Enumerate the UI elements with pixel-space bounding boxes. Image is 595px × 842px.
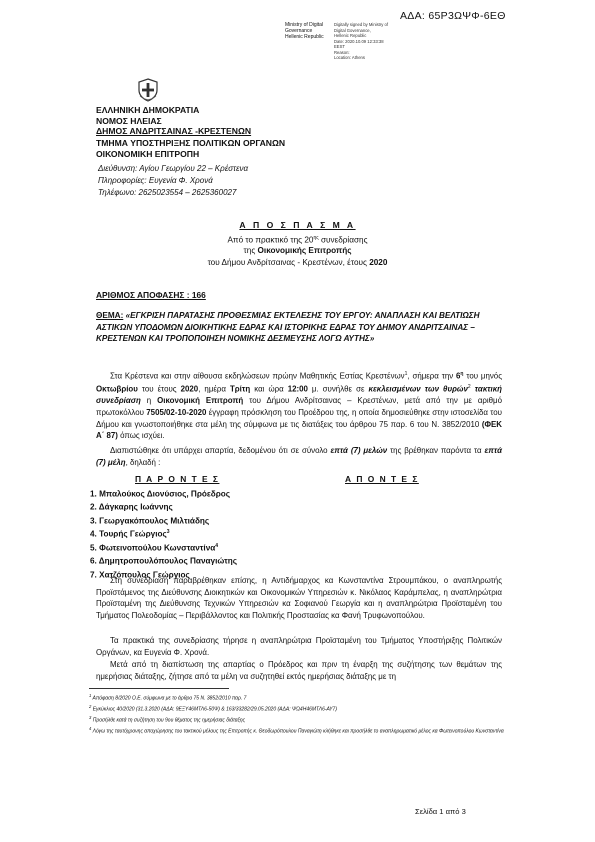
page-number: Σελίδα 1 από 3 <box>415 807 466 816</box>
list-item: 7. Χατζόπουλος Γεώργιος <box>90 570 190 580</box>
title-text: Α Π Ο Σ Π Α Σ Μ Α <box>239 220 356 230</box>
present-header: Π Α Ρ Ο Ν Τ Ε Σ <box>135 474 220 484</box>
list-item: 2. Δάγκαρης Ιωάννης <box>90 503 173 513</box>
header-phone: Τηλέφωνο: 2625023554 – 2625360027 <box>98 188 237 197</box>
paragraph-meeting: Στα Κρέστενα και στην αίθουσα εκδηλώσεων πρώην Μαθητικής Εστίας Κρεστένων$^1$, σήμερα την $6^\eta$ του μηνός Οκτωβρίου του έτους 2020, ημέρα Τρίτη και ώρα 12:00 μ. συνήλθε σε κεκλεισμένων των θυρών$^2$ τακτική συνεδρίαση η Οικονομική Επιτροπή του Δήμου Ανδρίτσαινας – Κρεστένων, μετά από την με αριθμό πρωτοκόλλου 7505/02-10-2020 έγγραφη πρόσκληση του Προέδρου της, η οποία δημοσιεύθηκε στην ιστοσελίδα του Δήμου και γνωστοποιήθηκε στα μέλη της σύμφωνα με τις διατάξεις του άρθρου 75 παρ. 6 του Ν. 3852/2010 (ΦΕΚ Α΄ 87) όπως ισχύει. <box>96 371 502 441</box>
footnote-divider <box>89 688 229 689</box>
hellenic-emblem-icon <box>136 78 160 102</box>
paragraph-attendees: Στη συνεδρίαση παραβρέθηκαν επίσης, η Αντιδήμαρχος κα Κωνσταντίνα Στρουμπάκου, ο αναπληρωτής Προϊστάμενος της Διεύθυνσης Διοικητικών και Οικονομικών Υπηρεσιών κ. Νικόλαος Καράμπελας, η αναπληρώτρια Προϊσταμένη της Διεύθυνσης Τεχνικών Υπηρεσιών κα Σοφιανού Γεωργία και η αναπληρώτρια Προϊσταμένη του Τμήματος Πολεοδομίας – Περιβάλλοντος και Πολιτικής Προστασίας κα Φανή Τρυφωνοπούλου. <box>96 576 502 620</box>
stamp-detail: Hellenic Republic <box>334 33 367 38</box>
digital-signature-stamp <box>285 22 324 40</box>
stamp-line: Governance <box>285 28 313 34</box>
list-item: 4. Τουρής Γεώργιος$^3$ <box>90 529 170 540</box>
header-committee: ΟΙΚΟΝΟΜΙΚΗ ΕΠΙΤΡΟΠΗ <box>96 148 200 159</box>
stamp-line: Ministry of Digital <box>285 22 324 28</box>
list-item: 1. Μπαλούκος Διονύσιος, Πρόεδρος <box>90 489 231 499</box>
header-municipality: ΔΗΜΟΣ ΑΝΔΡΙΤΣΑΙΝΑΣ -ΚΡΕΣΤΕΝΩΝ <box>96 126 252 136</box>
stamp-detail: Date: 2020.10.09 12:33:38 <box>334 38 384 44</box>
subject-text: «ΕΓΚΡΙΣΗ ΠΑΡΑΤΑΣΗΣ ΠΡΟΘΕΣΜΙΑΣ ΕΚΤΕΛΕΣΗΣ ΤΟΥ ΕΡΓΟΥ: ΑΝΑΠΛΑΣΗ ΚΑΙ ΒΕΛΤΙΩΣΗ ΑΣΤΙΚΩΝ ΥΠΟΔΟΜΩΝ ΔΙΟΙΚΗΤΙΚΗΣ ΕΔΡΑΣ ΚΑΙ ΙΣΤΟΡΙΚΗΣ ΕΔΡΑΣ ΤΟΥ ΔΗΜΟΥ ΑΝΔΡΙΤΣΑΙΝΑΣ – ΚΡΕΣΤΕΝΩΝ ΚΑΙ ΤΡΟΠΟΠΟΙΗΣΗ ΝΟΜΙΚΗΣ ΔΕΣΜΕΥΣΗΣ ΛΟΓΩ ΑΥΤΗΣ» <box>96 311 480 343</box>
footnote: $^2$ Εγκύκλιος 40/2020 (31.3.2020 (ΑΔΑ: 9ΕΞΥ46ΜΤΛ6-50Ψ) & 163/33282/29.05.2020 (ΑΔΑ: ΨΩ4Η46ΜΤΛ6-ΑΥ7) <box>89 704 337 713</box>
paragraph-minutes: Τα πρακτικά της συνεδρίασης τήρησε η αναπληρώτρια Προϊσταμένη του Τμήματος Υποστήριξης Πολιτικών Οργάνων, κα Ευγενία Φ. Χρονά. <box>96 636 502 657</box>
footnote: $^1$ Απόφαση 8/2020 Ο.Ε. σύμφωνα με το άρθρο 75 Ν. 3852/2010 παρ. 7 <box>89 693 247 702</box>
stamp-detail: Location: Athens <box>334 55 365 60</box>
paragraph-agenda: Μετά από τη διαπίστωση της απαρτίας ο Πρόεδρος και πριν τη έναρξη της συζήτησης των θεμάτων της ημερήσιας διάταξης, ζήτησε από τα μέλη να συζητηθεί εκτός ημερήσιας διάταξης με τη <box>96 660 502 681</box>
document-title <box>0 220 595 231</box>
ada-code: ΑΔΑ: 65Ρ3ΩΨΦ-6ΕΘ <box>400 10 506 22</box>
list-item: 3. Γεωργακόπουλος Μιλτιάδης <box>90 516 210 526</box>
stamp-detail: Digital Governance, <box>334 27 371 33</box>
stamp-detail: Reason: <box>334 49 350 55</box>
header-department: ΤΜΗΜΑ ΥΠΟΣΤΗΡΙΞΗΣ ΠΟΛΙΤΙΚΩΝ ΟΡΓΑΝΩΝ <box>96 138 286 148</box>
title-line-3: του Δήμου Ανδρίτσαινας - Κρεστένων, έτους 2020 <box>207 258 388 267</box>
decision-number: ΑΡΙΘΜΟΣ ΑΠΟΦΑΣΗΣ : 166 <box>96 290 206 300</box>
subject-label: ΘΕΜΑ: <box>96 311 124 320</box>
stamp-line: Hellenic Republic <box>285 34 324 40</box>
stamp-detail: EEST <box>334 44 345 49</box>
paragraph-quorum: Διαπιστώθηκε ότι υπάρχει απαρτία, δεδομένου ότι σε σύνολο επτά (7) μελών της βρέθηκαν παρόντα τα επτά (7) μέλη, δηλαδή : <box>96 446 502 467</box>
footnote: $^4$ Λόγω της ταυτόχρονης αποχώρησης του τακτικού μέλους της Επιτροπής κ. Θεοδωρόπουλου Παναγιώτη κλήθηκε και προσήλθε το αναπληρωματικό μέλος κα Φωτεινοπούλου Κωνσταντίνα <box>89 726 504 736</box>
footnotes <box>89 692 509 737</box>
header-democracy: ΕΛΛΗΝΙΚΗ ΔΗΜΟΚΡΑΤΙΑ <box>96 105 200 115</box>
title-line-1: Από το πρακτικό της $20^{\eta\varsigma}$ συνεδρίασης <box>227 235 368 245</box>
subject <box>96 310 501 345</box>
list-item: 6. Δημητροπουλόπουλος Παναγιώτης <box>90 556 237 566</box>
present-members-list <box>90 487 237 581</box>
header-information: Πληροφορίες: Ευγενία Φ. Χρονά <box>98 176 213 185</box>
footnote: $^3$ Προσήλθε κατά τη συζήτηση του 9ου θέματος της ημερήσιας διάταξης <box>89 715 246 724</box>
list-item: 5. Φωτεινοπούλου Κωνσταντίνα$^4$ <box>90 542 219 553</box>
stamp-details <box>334 22 388 61</box>
stamp-detail: Digitally signed by Ministry of <box>334 22 388 27</box>
header-address: Διεύθυνση: Αγίου Γεωργίου 22 – Κρέστενα <box>98 164 249 173</box>
absent-header: Α Π Ο Ν Τ Ε Σ <box>345 474 419 484</box>
header-prefecture: ΝΟΜΟΣ ΗΛΕΙΑΣ <box>96 115 162 126</box>
title-line-2: της Οικονομικής Επιτροπής <box>243 246 352 255</box>
